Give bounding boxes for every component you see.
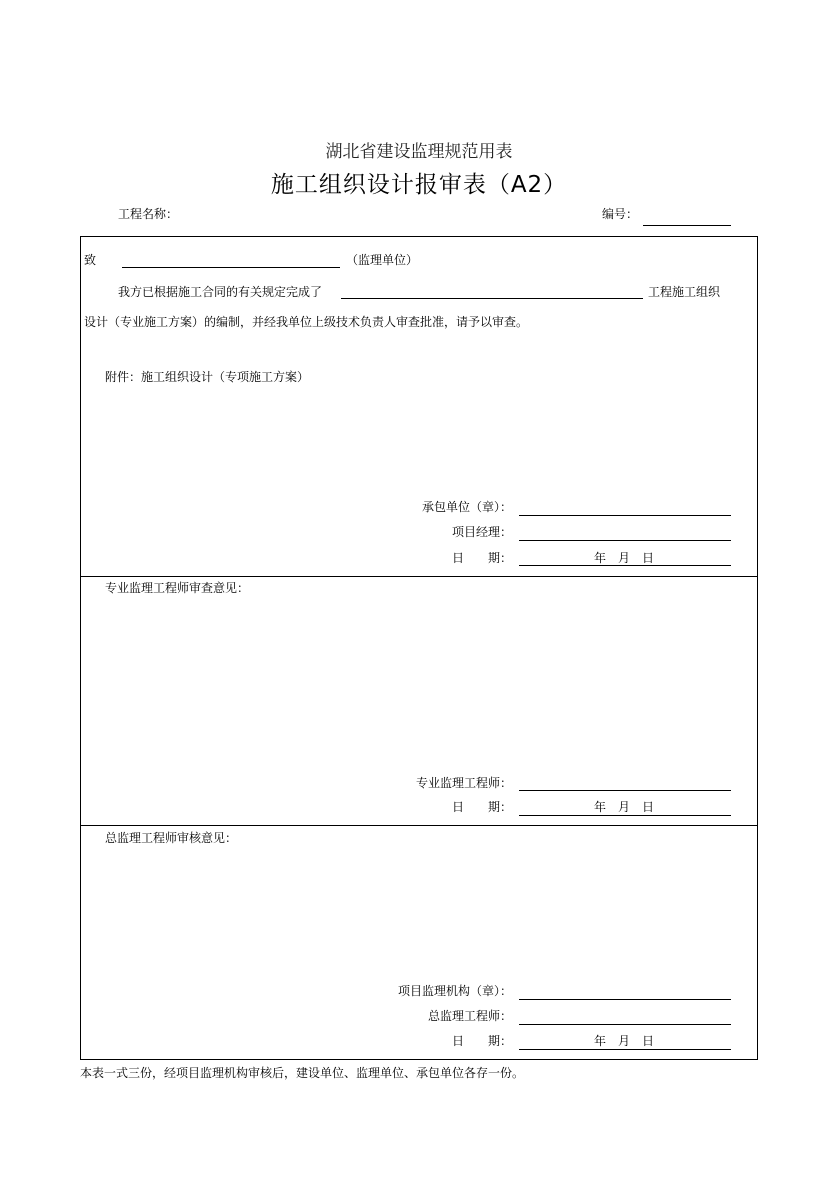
supervisor-unit-field[interactable] (122, 267, 340, 268)
supervisor-unit-suffix: （监理单位） (346, 253, 419, 267)
date-label: 日 期： (451, 551, 512, 565)
specialist-engineer-label: 专业监理工程师： (415, 776, 512, 790)
chief-engineer-field[interactable] (519, 1024, 731, 1025)
chief-date-field[interactable] (519, 1049, 731, 1050)
specialist-opinion-label: 专业监理工程师审查意见： (105, 581, 250, 595)
chief-opinion-label: 总监理工程师审核意见： (105, 831, 238, 845)
chief-engineer-label: 总监理工程师： (427, 1009, 512, 1023)
date-field[interactable] (519, 565, 731, 566)
completion-line-prefix: 我方已根据施工合同的有关规定完成了 (118, 285, 323, 299)
specialist-date-fields-text: 年 月 日 (594, 800, 655, 814)
section-divider-1 (80, 576, 758, 577)
project-name-label: 工程名称： (118, 207, 179, 221)
form-subtitle: 湖北省建设监理规范用表 (325, 142, 513, 162)
number-label: 编号： (602, 207, 639, 221)
attachment-label: 附件：施工组织设计（专项施工方案） (105, 370, 310, 384)
footer-note: 本表一式三份，经项目监理机构审核后，建设单位、监理单位、承包单位各存一份。 (80, 1066, 525, 1080)
contractor-field[interactable] (519, 515, 731, 516)
section-divider-2 (80, 825, 758, 826)
number-field[interactable] (643, 225, 731, 226)
specialist-date-field[interactable] (519, 815, 731, 816)
form-table (80, 236, 758, 1060)
manager-field[interactable] (519, 540, 731, 541)
date-fields-text: 年 月 日 (594, 551, 655, 565)
supervision-org-label: 项目监理机构（章）： (397, 984, 512, 998)
to-label: 致 (84, 253, 97, 267)
supervision-org-field[interactable] (519, 999, 731, 1000)
specialist-date-label: 日 期： (451, 800, 512, 814)
form-title: 施工组织设计报审表（A2） (270, 172, 568, 198)
completion-line-2: 设计（专业施工方案）的编制，并经我单位上级技术负责人审查批准，请予以审查。 (84, 315, 529, 329)
contractor-label: 承包单位（章）： (421, 500, 512, 514)
project-field[interactable] (341, 298, 643, 299)
manager-label: 项目经理： (451, 525, 512, 539)
completion-line-suffix: 工程施工组织 (648, 285, 721, 299)
chief-date-label: 日 期： (451, 1034, 512, 1048)
specialist-engineer-field[interactable] (519, 790, 731, 791)
chief-date-fields-text: 年 月 日 (594, 1034, 655, 1048)
